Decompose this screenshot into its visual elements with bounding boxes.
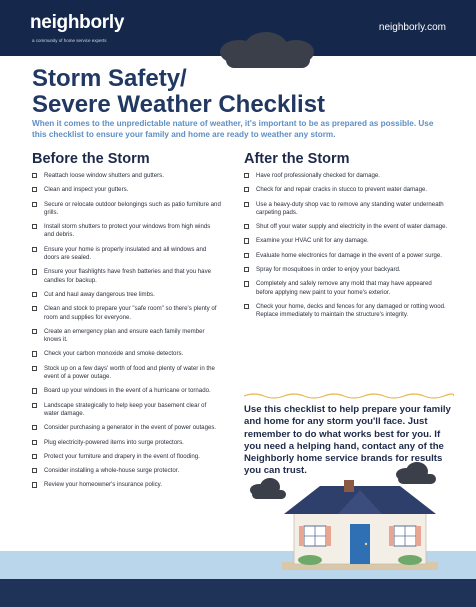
before-item-text: Review your homeowner's insurance policy.: [44, 481, 162, 489]
before-item-text: Check your carbon monoxide and smoke detectors.: [44, 350, 184, 358]
before-item: [32, 481, 222, 489]
intro-text: When it comes to the unpredictable nature of weather, it's important to be as prepared as possible. Use this checklist to ensure your family and home are ready to weather any storm.: [32, 119, 434, 139]
before-heading: Before the Storm: [32, 151, 150, 167]
checkbox-icon[interactable]: [32, 351, 37, 356]
before-item-text: Landscape strategically to help keep your basement clear of water damage.: [44, 401, 207, 417]
before-item: [32, 328, 222, 345]
before-item: [32, 365, 222, 382]
after-item: [244, 280, 450, 297]
checkbox-icon[interactable]: [32, 366, 37, 371]
after-heading: After the Storm: [244, 151, 350, 167]
after-item-text: Check for and repair cracks in stucco to prevent water damage.: [256, 186, 428, 194]
after-item: [244, 237, 450, 245]
checkbox-icon[interactable]: [32, 454, 37, 459]
before-item-text: Stock up on a few days' worth of food and plenty of water in the event of a power outage.: [44, 364, 215, 381]
before-item: [32, 246, 222, 263]
before-item: [32, 424, 222, 432]
after-item-text: Examine your HVAC unit for any damage.: [256, 237, 369, 245]
after-item-text: Use a heavy-duty shop vac to remove any standing water underneath carpeting pads.: [256, 200, 444, 216]
checkbox-icon[interactable]: [32, 388, 37, 393]
checkbox-icon[interactable]: [244, 253, 249, 258]
before-item: [32, 305, 222, 322]
page-title: [32, 66, 452, 118]
before-item-text: Ensure your home is properly insulated and all windows and doors are sealed.: [44, 245, 207, 262]
checkbox-icon[interactable]: [32, 482, 37, 487]
website-link[interactable]: neighborly.com: [378, 22, 446, 33]
checkbox-icon[interactable]: [32, 224, 37, 229]
before-item-text: Ensure your flashlights have fresh batteries and that you have candles for backup.: [44, 268, 212, 284]
before-item-text: Secure or relocate outdoor belongings such as patio furniture and grills.: [44, 200, 221, 216]
before-item: [32, 172, 222, 180]
checkbox-icon[interactable]: [244, 187, 249, 192]
before-item: [32, 223, 222, 240]
before-item-text: Reattach loose window shutters and gutters.: [44, 172, 164, 179]
neighborly-logo[interactable]: neighborly: [30, 12, 125, 33]
closing-message: Use this checklist to help prepare your family and home for any storm you'll face. Just remember to do what works best for you. If you need a helping hand, contact any of the Neighborly home service brands for results you can trust.: [244, 404, 451, 477]
after-item: [244, 266, 450, 274]
after-item-text: Evaluate home electronics for damage in the event of a power surge.: [256, 251, 442, 259]
after-item: [244, 252, 450, 260]
before-item-text: Board up your windows in the event of a hurricane or tornado.: [44, 387, 211, 395]
checkbox-icon[interactable]: [32, 329, 37, 334]
before-item-text: Clean and inspect your gutters.: [44, 186, 129, 194]
checkbox-icon[interactable]: [32, 403, 37, 408]
checkbox-icon[interactable]: [32, 425, 37, 430]
before-item: [32, 402, 222, 419]
before-item: [32, 268, 222, 285]
before-item-text: Consider purchasing a generator in the event of power outages.: [44, 424, 217, 432]
before-item: [32, 291, 222, 299]
checkbox-icon[interactable]: [244, 173, 249, 178]
before-item: [32, 467, 222, 475]
after-item-text: Have roof professionally checked for damage.: [256, 172, 380, 179]
checkbox-icon[interactable]: [244, 281, 249, 286]
checkbox-icon[interactable]: [32, 292, 37, 297]
after-item-text: Spray for mosquitoes in order to enjoy your backyard.: [256, 266, 401, 274]
after-item-text: Completely and safely remove any mold that may have appeared before applying new paint to your home's exterior.: [256, 280, 432, 296]
after-checklist: [244, 172, 450, 326]
before-item-text: Protect your furniture and drapery in the event of flooding.: [44, 452, 200, 460]
after-item: [244, 223, 450, 231]
after-item-text: Shut off your water supply and electricity in the event of water damage.: [256, 223, 448, 231]
checkbox-icon[interactable]: [244, 238, 249, 243]
checkbox-icon[interactable]: [32, 468, 37, 473]
before-checklist: [32, 172, 222, 496]
before-item-text: Install storm shutters to protect your windows from high winds and debris.: [44, 223, 211, 239]
before-item-text: Create an emergency plan and ensure each family member knows it.: [44, 327, 205, 344]
before-item-text: Clean and stock to prepare your "safe room" so there's plenty of room and supplies for everyone.: [44, 305, 217, 321]
before-item: [32, 201, 222, 218]
before-item: [32, 350, 222, 358]
title-line-2: Severe Weather Checklist: [32, 91, 326, 118]
checkbox-icon[interactable]: [32, 247, 37, 252]
checkbox-icon[interactable]: [244, 267, 249, 272]
before-item-text: Consider installing a whole-house surge protector.: [44, 467, 180, 475]
before-item: [32, 387, 222, 395]
wavy-divider: [244, 392, 454, 400]
checkbox-icon[interactable]: [244, 224, 249, 229]
footer-band: [0, 579, 476, 607]
checkbox-icon[interactable]: [244, 304, 249, 309]
after-item: [244, 303, 450, 320]
after-item: [244, 201, 450, 218]
logo-tagline: a community of home service experts: [32, 38, 107, 43]
checkbox-icon[interactable]: [32, 306, 37, 311]
after-item-text: Check your home, decks and fences for any damaged or rotting wood. Replace immediately to maintain the structure's integrity.: [256, 302, 446, 319]
before-item-text: Cut and haul away dangerous tree limbs.: [44, 290, 155, 298]
before-item: [32, 453, 222, 461]
after-item: [244, 186, 450, 194]
checkbox-icon[interactable]: [32, 440, 37, 445]
after-item: [244, 172, 450, 180]
title-line-1: Storm Safety/: [32, 65, 187, 92]
before-item-text: Plug electricity-powered items into surge protectors.: [44, 438, 184, 446]
checkbox-icon[interactable]: [32, 269, 37, 274]
checkbox-icon[interactable]: [32, 187, 37, 192]
checkbox-icon[interactable]: [32, 202, 37, 207]
checkbox-icon[interactable]: [244, 202, 249, 207]
before-item: [32, 439, 222, 447]
house-illustration: [280, 476, 440, 570]
checkbox-icon[interactable]: [32, 173, 37, 178]
before-item: [32, 186, 222, 194]
